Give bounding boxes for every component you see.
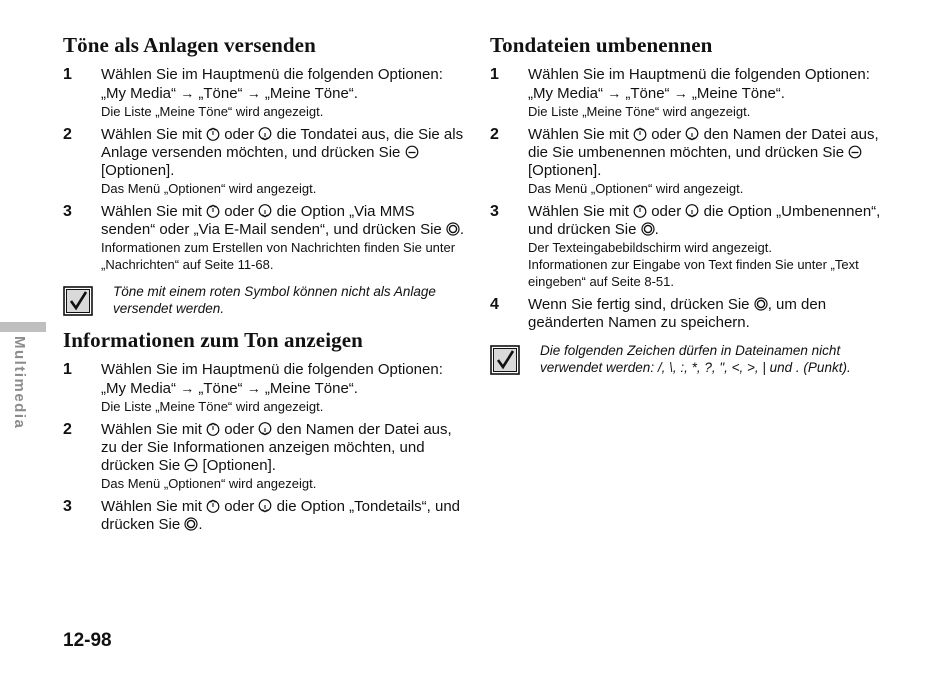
nav-key-up-icon	[206, 499, 220, 513]
step-text: Wählen Sie mit oder die Option „Via MMS senden“ oder „Via E-Mail senden“, und drücken Sie . Informationen zum Erstellen von Nachrichten finden Sie unter „Nachrichten“ auf Seite 11-68.	[101, 203, 468, 273]
section-title: Tondateien umbenennen	[490, 33, 713, 57]
section-tab-marker	[0, 322, 46, 332]
softkey-right-icon	[184, 458, 198, 472]
nav-key-down-icon	[685, 127, 699, 141]
step-note: Der Texteingabebildschirm wird angezeigt.	[528, 240, 772, 255]
arrow-right-icon: →	[607, 85, 622, 101]
nav-key-up-icon	[206, 422, 220, 436]
center-key-icon	[446, 222, 460, 236]
center-key-icon	[641, 222, 655, 236]
step-number: 2	[63, 421, 72, 438]
arrow-right-icon: →	[246, 380, 261, 396]
step-number: 3	[490, 203, 499, 220]
section-label: Multimedia	[11, 336, 28, 430]
center-key-icon	[754, 297, 768, 311]
step-1	[63, 66, 468, 120]
nav-key-up-icon	[633, 127, 647, 141]
step-number: 3	[63, 498, 72, 515]
step-text: Wählen Sie mit oder den Namen der Datei aus, zu der Sie Informationen anzeigen möchten, und drücken Sie [Optionen]. Das Menü „Optionen“ wird angezeigt.	[101, 421, 468, 492]
nav-key-up-icon	[206, 127, 220, 141]
step-text: Wählen Sie mit oder die Option „Tondetails“, und drücken Sie .	[101, 498, 461, 533]
section-send-as-attachment	[63, 32, 468, 317]
step-text: Wenn Sie fertig sind, drücken Sie , um den geänderten Namen zu speichern.	[528, 296, 827, 331]
step-3	[63, 203, 468, 273]
page-number: 12-98	[63, 630, 112, 651]
step-number: 3	[63, 203, 72, 220]
step-number: 2	[63, 126, 72, 143]
step-3	[63, 498, 468, 534]
step-number: 4	[490, 296, 499, 313]
section-sound-info	[63, 327, 468, 534]
step-2	[63, 421, 468, 492]
section-title: Informationen zum Ton anzeigen	[63, 328, 363, 352]
step-text: Wählen Sie mit oder den Namen der Datei aus, die Sie umbenennen möchten, und drücken Sie [Optionen]. Das Menü „Optionen“ wird angezeigt.	[528, 126, 895, 197]
checkmark-note-icon	[63, 286, 93, 316]
step-3	[490, 203, 895, 290]
center-key-icon	[184, 517, 198, 531]
step-note: Die Liste „Meine Töne“ wird angezeigt.	[101, 399, 324, 414]
step-text: Wählen Sie mit oder die Tondatei aus, die Sie als Anlage versenden möchten, und drücken Sie [Optionen]. Das Menü „Optionen“ wird angezeigt.	[101, 126, 468, 197]
step-2	[63, 126, 468, 197]
softkey-right-icon	[848, 145, 862, 159]
step-2	[490, 126, 895, 197]
nav-key-down-icon	[258, 127, 272, 141]
step-number: 1	[63, 361, 72, 378]
step-note-reference: Informationen zur Eingabe von Text finden Sie unter „Text eingeben“ auf Seite 8-51.	[528, 257, 859, 289]
step-text: Wählen Sie mit oder die Option „Umbenennen“, und drücken Sie . Der Texteingabebildschirm wird angezeigt. Informationen zur Eingabe von Text finden Sie unter „Text eingeben“ auf Seite 8-51.	[528, 203, 895, 290]
tip-text: Die folgenden Zeichen dürfen in Dateinamen nicht verwendet werden: /, \, :, *, ?, ", <, >, | und . (Punkt).	[540, 343, 851, 375]
step-number: 1	[490, 66, 499, 83]
step-text: Wählen Sie im Hauptmenü die folgenden Optionen: „My Media“ → „Töne“ → „Meine Töne“. Die Liste „Meine Töne“ wird angezeigt.	[101, 66, 468, 120]
nav-key-down-icon	[258, 499, 272, 513]
step-note: Die Liste „Meine Töne“ wird angezeigt.	[101, 104, 324, 119]
step-1	[63, 361, 468, 415]
left-column	[63, 32, 468, 540]
tip-note	[490, 342, 895, 376]
nav-key-up-icon	[633, 204, 647, 218]
arrow-right-icon: →	[180, 85, 195, 101]
section-title: Töne als Anlagen versenden	[63, 33, 316, 57]
step-text: Wählen Sie im Hauptmenü die folgenden Optionen: „My Media“ → „Töne“ → „Meine Töne“. Die Liste „Meine Töne“ wird angezeigt.	[528, 66, 895, 120]
step-number: 1	[63, 66, 72, 83]
section-rename-sound-files	[490, 32, 895, 376]
nav-key-up-icon	[206, 204, 220, 218]
step-4	[490, 296, 895, 332]
arrow-right-icon: →	[246, 85, 261, 101]
step-note: Informationen zum Erstellen von Nachrichten finden Sie unter „Nachrichten“ auf Seite 11-68.	[101, 240, 456, 272]
nav-key-down-icon	[258, 204, 272, 218]
nav-key-down-icon	[685, 204, 699, 218]
step-note: Die Liste „Meine Töne“ wird angezeigt.	[528, 104, 751, 119]
step-note: Das Menü „Optionen“ wird angezeigt.	[101, 181, 317, 196]
step-number: 2	[490, 126, 499, 143]
arrow-right-icon: →	[673, 85, 688, 101]
step-note: Das Menü „Optionen“ wird angezeigt.	[101, 476, 317, 491]
arrow-right-icon: →	[180, 380, 195, 396]
softkey-right-icon	[405, 145, 419, 159]
right-column	[490, 32, 895, 386]
step-text: Wählen Sie im Hauptmenü die folgenden Optionen: „My Media“ → „Töne“ → „Meine Töne“. Die Liste „Meine Töne“ wird angezeigt.	[101, 361, 468, 415]
nav-key-down-icon	[258, 422, 272, 436]
tip-note	[63, 283, 468, 317]
step-note: Das Menü „Optionen“ wird angezeigt.	[528, 181, 744, 196]
step-1	[490, 66, 895, 120]
checkmark-note-icon	[490, 345, 520, 375]
tip-text: Töne mit einem roten Symbol können nicht als Anlage versendet werden.	[113, 284, 436, 316]
